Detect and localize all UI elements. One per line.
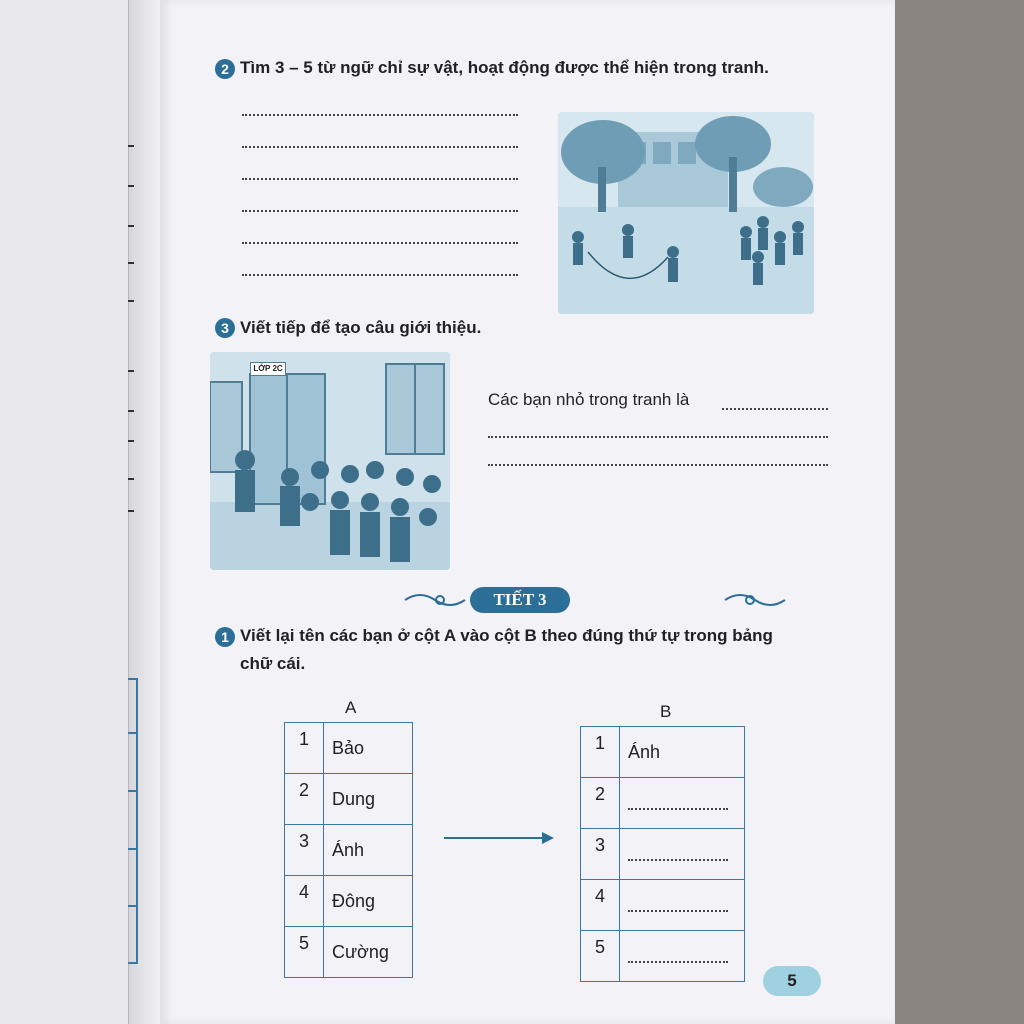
row-number: 5 bbox=[581, 931, 620, 982]
name-cell: Bảo bbox=[324, 723, 413, 774]
workbook-page bbox=[160, 0, 895, 1024]
row-number: 1 bbox=[285, 723, 324, 774]
answer-line[interactable] bbox=[242, 146, 518, 148]
exercise-1-number: 1 bbox=[215, 627, 235, 647]
left-page-mark bbox=[128, 300, 134, 302]
left-page-mark bbox=[128, 185, 134, 187]
answer-cell[interactable] bbox=[620, 931, 745, 982]
left-page-mark bbox=[128, 510, 134, 512]
row-number: 4 bbox=[581, 880, 620, 931]
table-column-a bbox=[284, 722, 413, 978]
left-page-mark bbox=[128, 410, 134, 412]
left-page-mark bbox=[128, 262, 134, 264]
table-row bbox=[285, 774, 413, 825]
background bbox=[895, 0, 1024, 1024]
left-page-mark bbox=[128, 478, 134, 480]
table-row bbox=[581, 829, 745, 880]
row-number: 3 bbox=[581, 829, 620, 880]
lesson-banner: TIẾT 3 bbox=[470, 587, 570, 613]
left-page-table bbox=[128, 678, 138, 964]
exercise-2-number: 2 bbox=[215, 59, 235, 79]
row-number: 2 bbox=[285, 774, 324, 825]
answer-cell[interactable] bbox=[620, 829, 745, 880]
exercise-1-instruction-cont: chữ cái. bbox=[240, 654, 306, 673]
table-row bbox=[285, 723, 413, 774]
answer-line[interactable] bbox=[722, 408, 828, 410]
answer-cell[interactable] bbox=[620, 778, 745, 829]
answer-line[interactable] bbox=[242, 210, 518, 212]
answer-line[interactable] bbox=[242, 274, 518, 276]
table-row bbox=[581, 880, 745, 931]
classroom-sign: LỚP 2C bbox=[250, 362, 286, 376]
table-row bbox=[285, 927, 413, 978]
name-cell: Dung bbox=[324, 774, 413, 825]
classroom-illustration bbox=[210, 352, 450, 570]
column-a-header: A bbox=[345, 698, 357, 717]
exercise-1-instruction: Viết lại tên các bạn ở cột A vào cột B theo đúng thứ tự trong bảng bbox=[240, 626, 773, 645]
banner-ornament bbox=[395, 588, 795, 612]
name-cell: Ánh bbox=[324, 825, 413, 876]
row-number: 5 bbox=[285, 927, 324, 978]
row-number: 3 bbox=[285, 825, 324, 876]
answer-line[interactable] bbox=[242, 114, 518, 116]
answer-cell[interactable] bbox=[620, 880, 745, 931]
table-row bbox=[285, 876, 413, 927]
left-page-mark bbox=[128, 145, 134, 147]
answer-line[interactable] bbox=[488, 436, 828, 438]
answer-line[interactable] bbox=[488, 464, 828, 466]
table-row bbox=[581, 931, 745, 982]
left-page-mark bbox=[128, 225, 134, 227]
table-column-b bbox=[580, 726, 745, 982]
sentence-start: Các bạn nhỏ trong tranh là bbox=[488, 390, 690, 409]
answer-line[interactable] bbox=[242, 242, 518, 244]
schoolyard-illustration bbox=[558, 112, 814, 314]
exercise-3-instruction: Viết tiếp để tạo câu giới thiệu. bbox=[240, 318, 482, 337]
row-number: 4 bbox=[285, 876, 324, 927]
left-page-mark bbox=[128, 440, 134, 442]
exercise-3-number: 3 bbox=[215, 318, 235, 338]
table-row bbox=[581, 778, 745, 829]
row-number: 1 bbox=[581, 727, 620, 778]
name-cell: Đông bbox=[324, 876, 413, 927]
table-row bbox=[581, 727, 745, 778]
row-number: 2 bbox=[581, 778, 620, 829]
exercise-2-instruction: Tìm 3 – 5 từ ngữ chỉ sự vật, hoạt động được thể hiện trong tranh. bbox=[240, 58, 769, 77]
arrow-right-icon bbox=[444, 828, 556, 848]
column-b-header: B bbox=[660, 702, 672, 721]
table-row bbox=[285, 825, 413, 876]
name-cell: Ánh bbox=[620, 727, 745, 778]
name-cell: Cường bbox=[324, 927, 413, 978]
page-number: 5 bbox=[763, 966, 821, 996]
answer-line[interactable] bbox=[242, 178, 518, 180]
left-page-mark bbox=[128, 370, 134, 372]
